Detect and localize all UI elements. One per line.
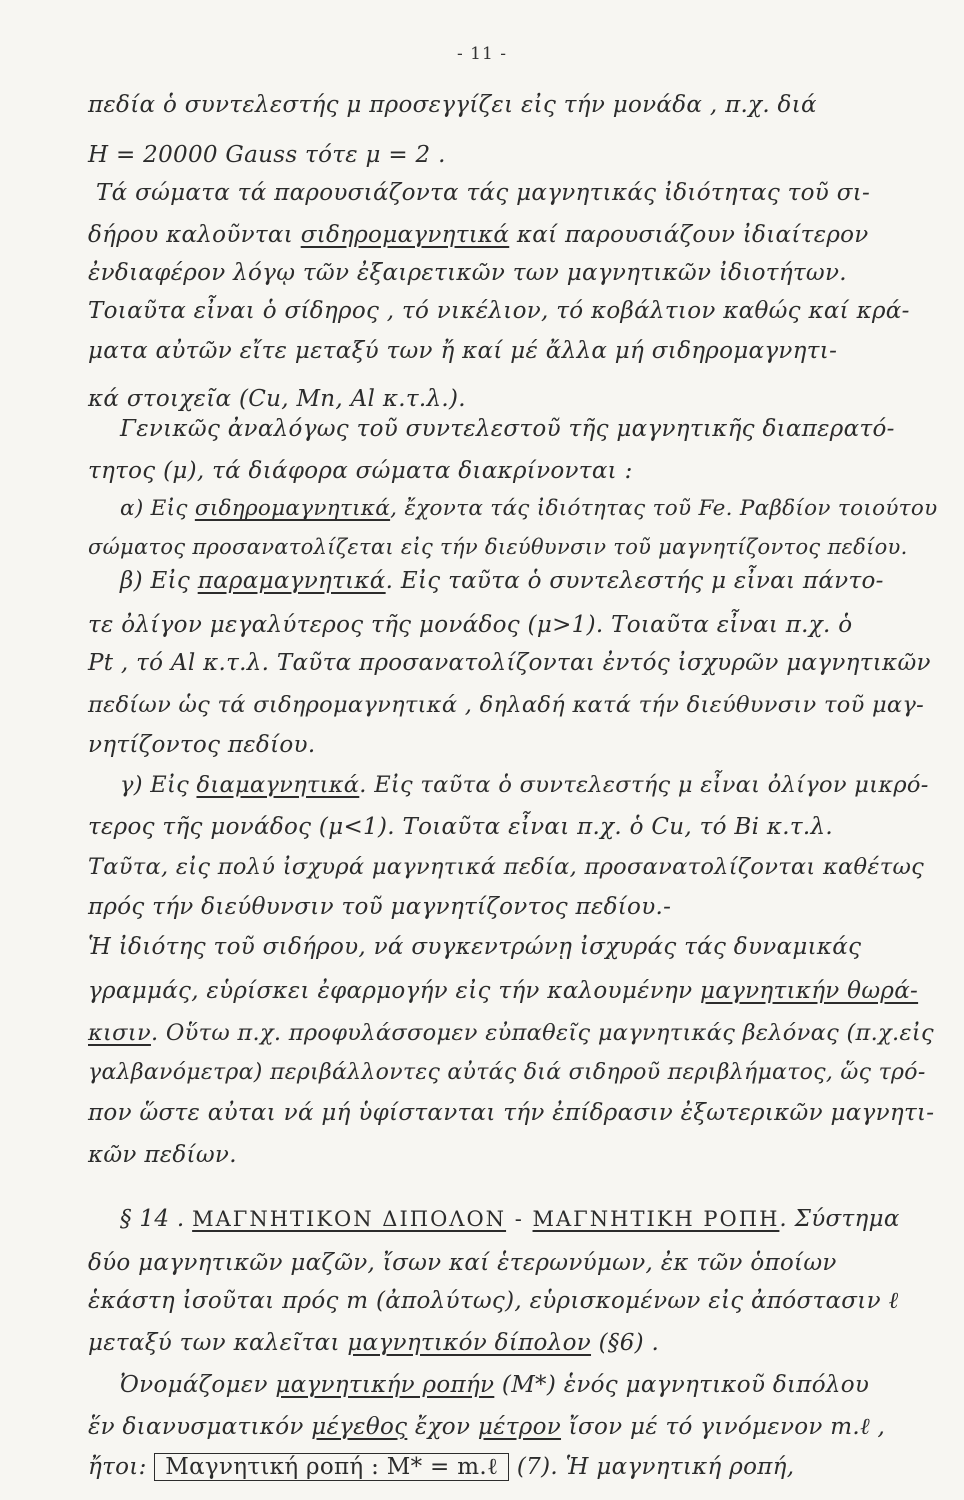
heading-dipole: ΜΑΓΝΗΤΙΚΟΝ ΔΙΠΟΛΟΝ	[192, 1207, 507, 1231]
formula-label: Μαγνητική ροπή	[165, 1454, 364, 1480]
text-span: . Εἰς ταῦτα ὁ συντελεστής μ εἶναι πάντο-	[385, 568, 884, 594]
text-span: . Εἰς ταῦτα ὁ συντελεστής μ εἶναι ὀλίγον μικρό-	[359, 772, 929, 798]
text-line: Ἡ ἰδιότης τοῦ σιδήρου, νά συγκεντρώνῃ ἰσχυράς τάς δυναμικάς	[88, 934, 862, 960]
underlined-term: μαγνητικόν δίπολον	[347, 1330, 592, 1356]
text-line: ἐνδιαφέρον λόγῳ τῶν ἐξαιρετικῶν των μαγνητικῶν ἰδιοτήτων.	[88, 260, 847, 286]
text-line: Pt , τό Al κ.τ.λ. Ταῦτα προσανατολίζονται ἐντός ἰσχυρῶν μαγνητικῶν	[88, 650, 931, 676]
underlined-term: κισιν	[88, 1020, 151, 1046]
text-span: Ὀνομάζομεν	[120, 1372, 276, 1398]
text-line: τερος τῆς μονάδος (μ<1). Τοιαῦτα εἶναι π.χ. ὁ Cu, τό Bi κ.τ.λ.	[88, 814, 833, 840]
item-prefix: γ) Εἰς	[120, 772, 197, 798]
text-line: δύο μαγνητικῶν μαζῶν, ἴσων καί ἑτερωνύμων, ἐκ τῶν ὁποίων	[88, 1250, 837, 1276]
item-prefix: β) Εἰς	[120, 568, 198, 594]
text-line: τητος (μ), τά διάφορα σώματα διακρίνονται :	[88, 458, 633, 484]
underlined-term: μαγνητικήν ροπήν	[275, 1372, 495, 1398]
text-line: κῶν πεδίων.	[88, 1142, 237, 1168]
text-span: ἕν διανυσματικόν	[88, 1414, 312, 1440]
heading-moment: ΜΑΓΝΗΤΙΚΗ ΡΟΠΗ	[532, 1207, 780, 1231]
text-line	[88, 220, 869, 250]
text-span: ἔχον	[407, 1414, 478, 1440]
section-sign: § 14 .	[120, 1206, 185, 1232]
text-line: ματα αὐτῶν εἴτε μεταξύ των ἤ καί μέ ἄλλα μή σιδηρομαγνητι-	[88, 338, 838, 364]
text-span: ἴσον μέ τό γινόμενον m.ℓ ,	[561, 1414, 886, 1440]
text-line: Γενικῶς ἀναλόγως τοῦ συντελεστοῦ τῆς μαγνητικῆς διαπερατό-	[120, 416, 895, 442]
text-line: πεδίων ὡς τά σιδηρομαγνητικά , δηλαδή κατά τήν διεύθυνσιν τοῦ μαγ-	[88, 692, 925, 718]
underlined-term: μαγνητικήν θωρά-	[699, 978, 919, 1004]
text-line: Τά σώματα τά παρουσιάζοντα τάς μαγνητικάς ἰδιότητας τοῦ σι-	[96, 180, 871, 206]
formula-equation: : M* = m.ℓ	[363, 1454, 499, 1480]
text-line	[88, 1412, 885, 1442]
text-line: ἑκάστη ἰσοῦται πρός m (ἀπολύτως), εὑρισκομένων εἰς ἀπόστασιν ℓ	[88, 1288, 899, 1314]
list-item-a	[120, 494, 938, 524]
text-line	[120, 1370, 869, 1400]
underlined-term: σιδηρομαγνητικά	[300, 222, 510, 248]
section-heading	[120, 1204, 900, 1234]
text-line: πεδία ὁ συντελεστής μ προσεγγίζει εἰς τήν μονάδα , π.χ. διά	[88, 92, 817, 118]
text-span: (M*) ἑνός μαγνητικοῦ διπόλου	[494, 1372, 870, 1398]
text-line	[88, 1452, 794, 1482]
text-span: δήρου καλοῦνται	[88, 222, 301, 248]
text-line	[88, 1018, 934, 1048]
text-line: Ταῦτα, εἰς πολύ ἰσχυρά μαγνητικά πεδία, προσανατολίζονται καθέτως	[88, 854, 925, 880]
equation-number: (7).	[516, 1454, 558, 1480]
text-span: (§6) .	[591, 1330, 660, 1356]
text-line: γαλβανόμετρα) περιβάλλοντες αὐτάς διά σιδηροῦ περιβλήματος, ὥς τρό-	[88, 1060, 926, 1085]
text-line: πρός τήν διεύθυνσιν τοῦ μαγνητίζοντος πεδίου.-	[88, 894, 672, 920]
text-span: ἤτοι:	[88, 1454, 147, 1480]
list-item-b	[120, 566, 884, 596]
formula-box	[154, 1453, 509, 1481]
text-line: κά στοιχεῖα (Cu, Mn, Al κ.τ.λ.).	[88, 386, 466, 412]
text-span: Ἡ μαγνητική ροπή,	[558, 1454, 795, 1480]
text-line: Τοιαῦτα εἶναι ὁ σίδηρος , τό νικέλιον, τό κοβάλτιον καθώς καί κρά-	[88, 298, 910, 324]
item-prefix: α) Εἰς	[120, 496, 195, 521]
underlined-term: μέγεθος	[311, 1414, 408, 1440]
underlined-term: μέτρον	[477, 1414, 562, 1440]
underlined-term: διαμαγνητικά	[196, 772, 360, 798]
underlined-term: σιδηρομαγνητικά	[194, 496, 391, 521]
text-line: πον ὥστε αὐται νά μή ὑφίστανται τήν ἐπίδρασιν ἐξωτερικῶν μαγνητι-	[88, 1100, 935, 1126]
text-span: καί παρουσιάζουν ἰδιαίτερον	[509, 222, 869, 248]
list-item-c	[120, 770, 929, 800]
text-span: . Σύστημα	[779, 1206, 900, 1232]
page-number: - 11 -	[457, 44, 507, 64]
text-line: σώματος προσανατολίζεται εἰς τήν διεύθυνσιν τοῦ μαγνητίζοντος πεδίου.	[88, 535, 908, 559]
text-line: τε ὀλίγον μεγαλύτερος τῆς μονάδος (μ>1). Τοιαῦτα εἶναι π.χ. ὁ	[88, 612, 853, 638]
heading-dash: -	[506, 1207, 533, 1231]
text-line	[88, 976, 918, 1006]
text-span: . Οὕτω π.χ. προφυλάσσομεν εὐπαθεῖς μαγνητικάς βελόνας (π.χ.εἰς	[150, 1020, 934, 1046]
text-line: H = 20000 Gauss τότε μ = 2 .	[88, 142, 446, 168]
text-line	[88, 1328, 659, 1358]
text-span: μεταξύ των καλεῖται	[88, 1330, 348, 1356]
text-span: γραμμάς, εὑρίσκει ἐφαρμογήν εἰς τήν καλουμένην	[88, 978, 700, 1004]
text-line: νητίζοντος πεδίου.	[88, 732, 316, 758]
text-span: , ἔχοντα τάς ἰδιότητας τοῦ Fe. Ραβδίον τοιούτου	[390, 496, 938, 521]
underlined-term: παραμαγνητικά	[197, 568, 386, 594]
